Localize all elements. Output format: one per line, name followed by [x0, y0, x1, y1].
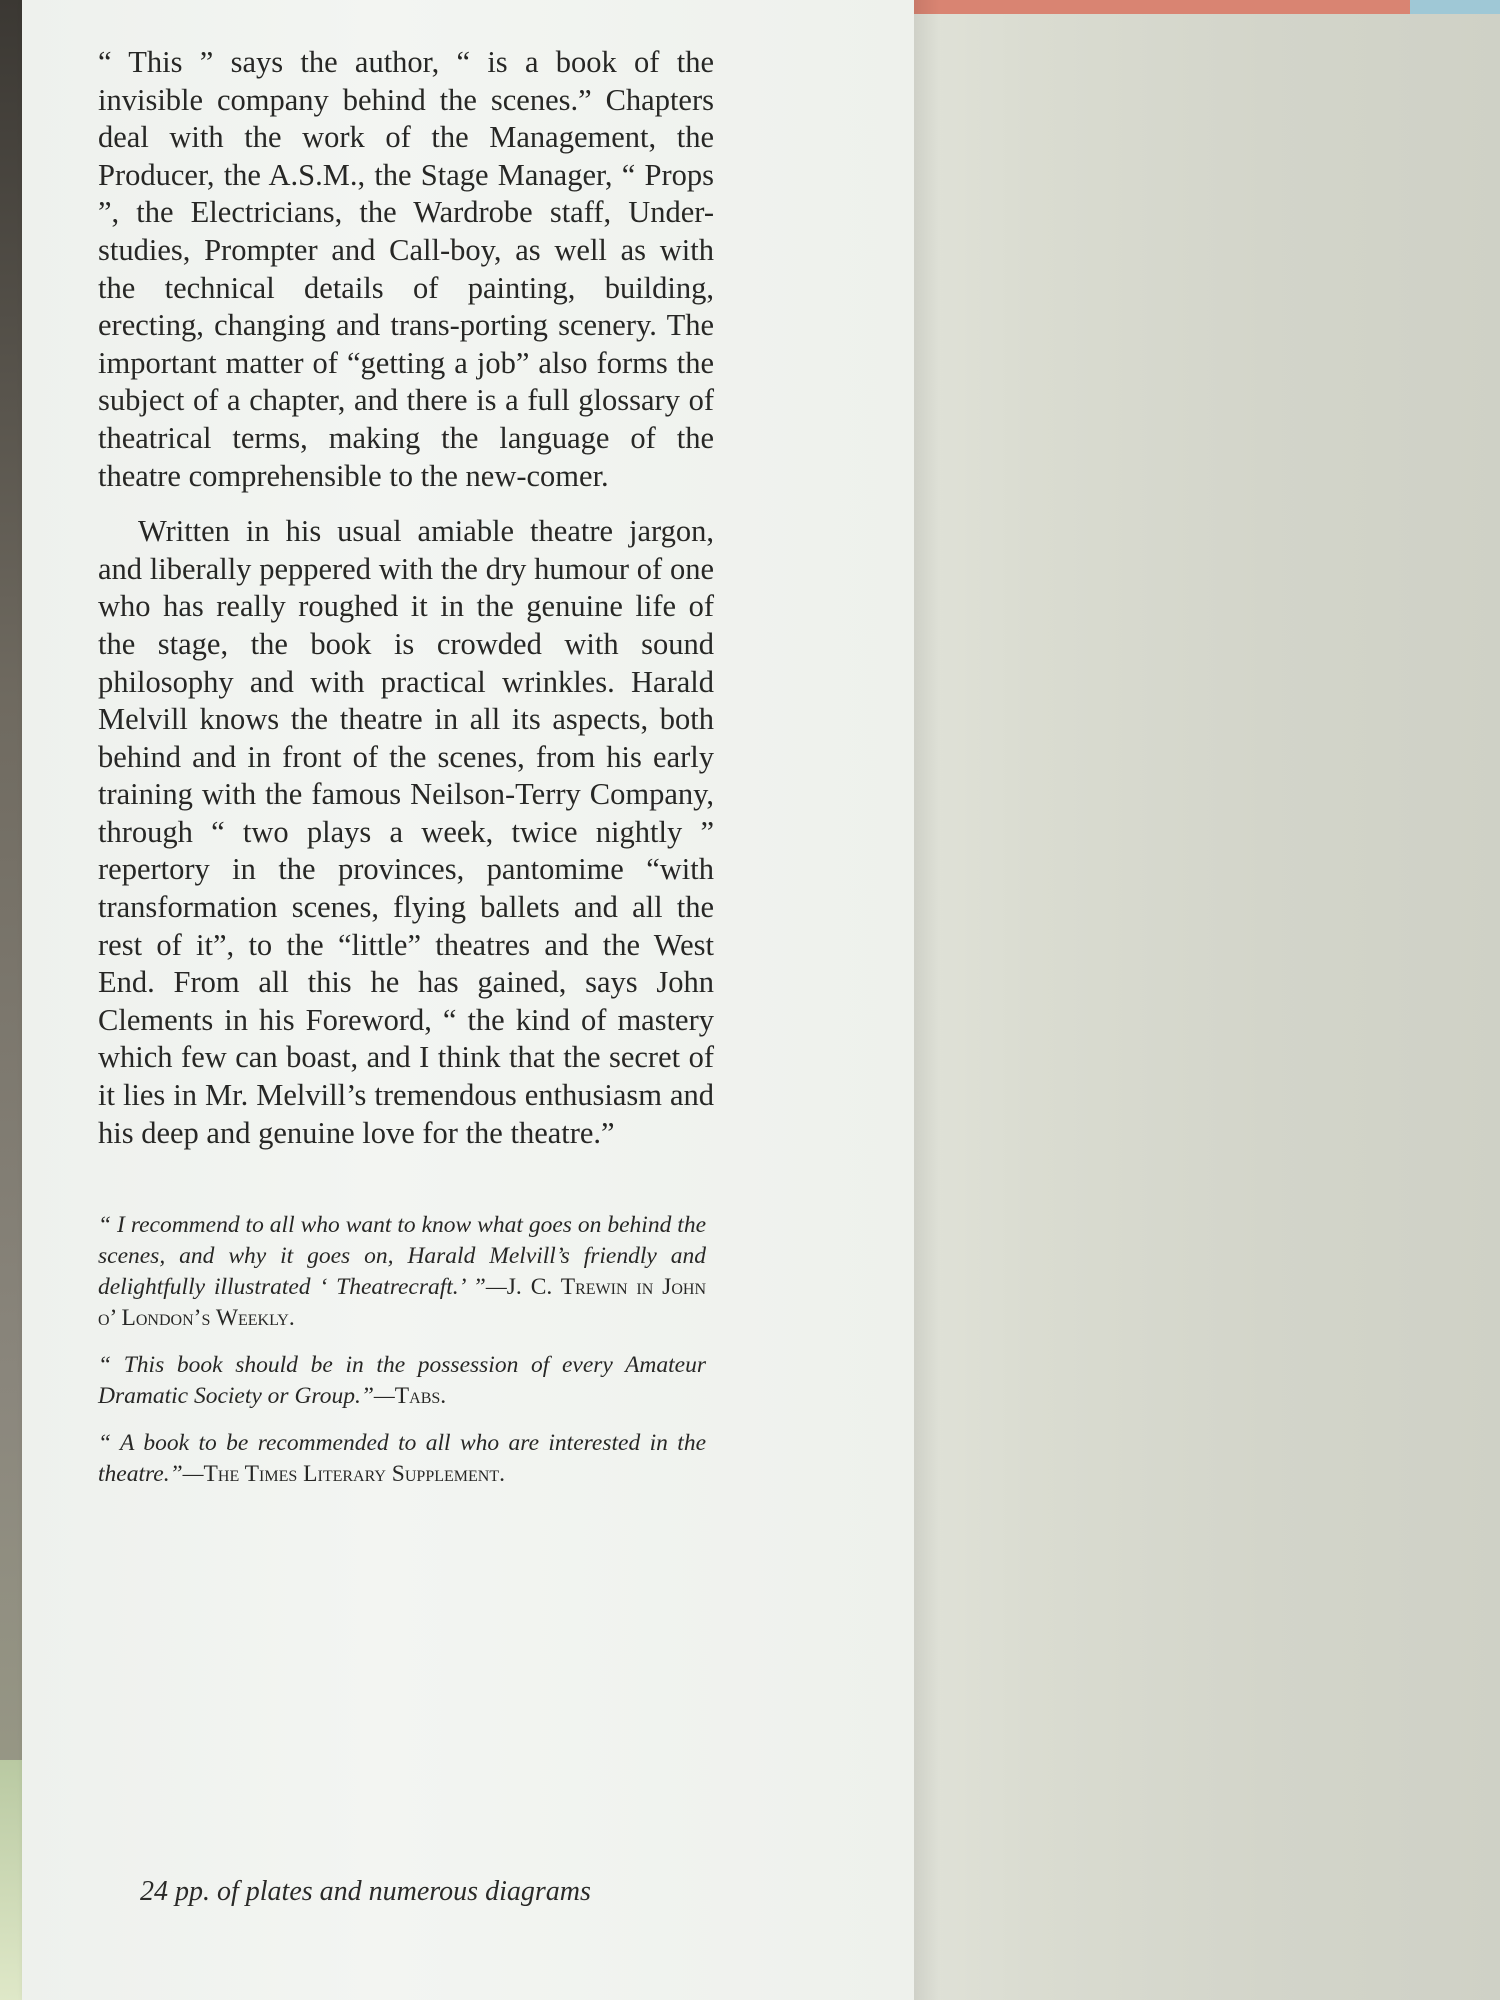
blurb-paragraph-1: “ This ” says the author, “ is a book of the invisible company behind the scenes.” Chapters deal with the work of the Management, the Producer, the A.S.M., the Stage Manager, “ Props ”, the Electricians, the Wardrobe staff, Under-studies, Prompter and Call-boy, as well as with the technical details of painting, building, erecting, changing and trans-porting scenery. The important matter of “getting a job” also forms the subject of a chapter, and there is a full glossary of theatrical terms, making the language of the theatre comprehensible to the new-comer. — [98, 45, 714, 493]
review-quote-text: “ This book should be in the possession of every Amateur Dramatic Society or Group.”— — [98, 1352, 706, 1410]
plates-note: 24 pp. of plates and numerous diagrams — [140, 1876, 591, 1907]
review-quote-source: Tabs. — [394, 1383, 447, 1410]
review-quote-source: J. C. Trewin in John o’ London’s Weekly. — [98, 1274, 706, 1332]
cover-fold-shadow — [914, 0, 940, 2000]
review-quote-2 — [98, 1350, 706, 1412]
flap-text-column — [98, 44, 714, 1506]
review-quote-text: “ A book to be recommended to all who are interested in the theatre.”— — [98, 1430, 706, 1488]
blurb-paragraph-2: Written in his usual amiable theatre jargon, and liberally peppered with the dry humour of one who has really roughed it in the genuine life of the stage, the book is crowded with sound philosophy and with practical wrinkles. Harald Melvill knows the theatre in all its aspects, both behind and in front of the scenes, from his early training with the famous Neilson-Terry Company, through “ two plays a week, twice nightly ” repertory in the provinces, pantomime “with transformation scenes, flying ballets and all the rest of it”, to the “little” theatres and the West End. From all this he has gained, says John Clements in his Foreword, “ the kind of mastery which few can boast, and I think that the secret of it lies in Mr. Melvill’s tremendous enthusiasm and his deep and genuine love for the theatre.” — [98, 514, 714, 1150]
review-quote-3 — [98, 1428, 706, 1490]
review-quotes — [98, 1210, 706, 1490]
cover-top-strip — [914, 0, 1500, 14]
review-quote-text: “ I recommend to all who want to know what goes on behind the scenes, and why it goes on, Harald Melvill’s friendly and delightfully illustrated ‘ Theatrecraft.’ ”— — [98, 1212, 706, 1301]
review-quote-source: The Times Literary Supplement. — [203, 1461, 505, 1488]
review-quote-1 — [98, 1210, 706, 1334]
book-cover-surface — [914, 0, 1500, 2000]
